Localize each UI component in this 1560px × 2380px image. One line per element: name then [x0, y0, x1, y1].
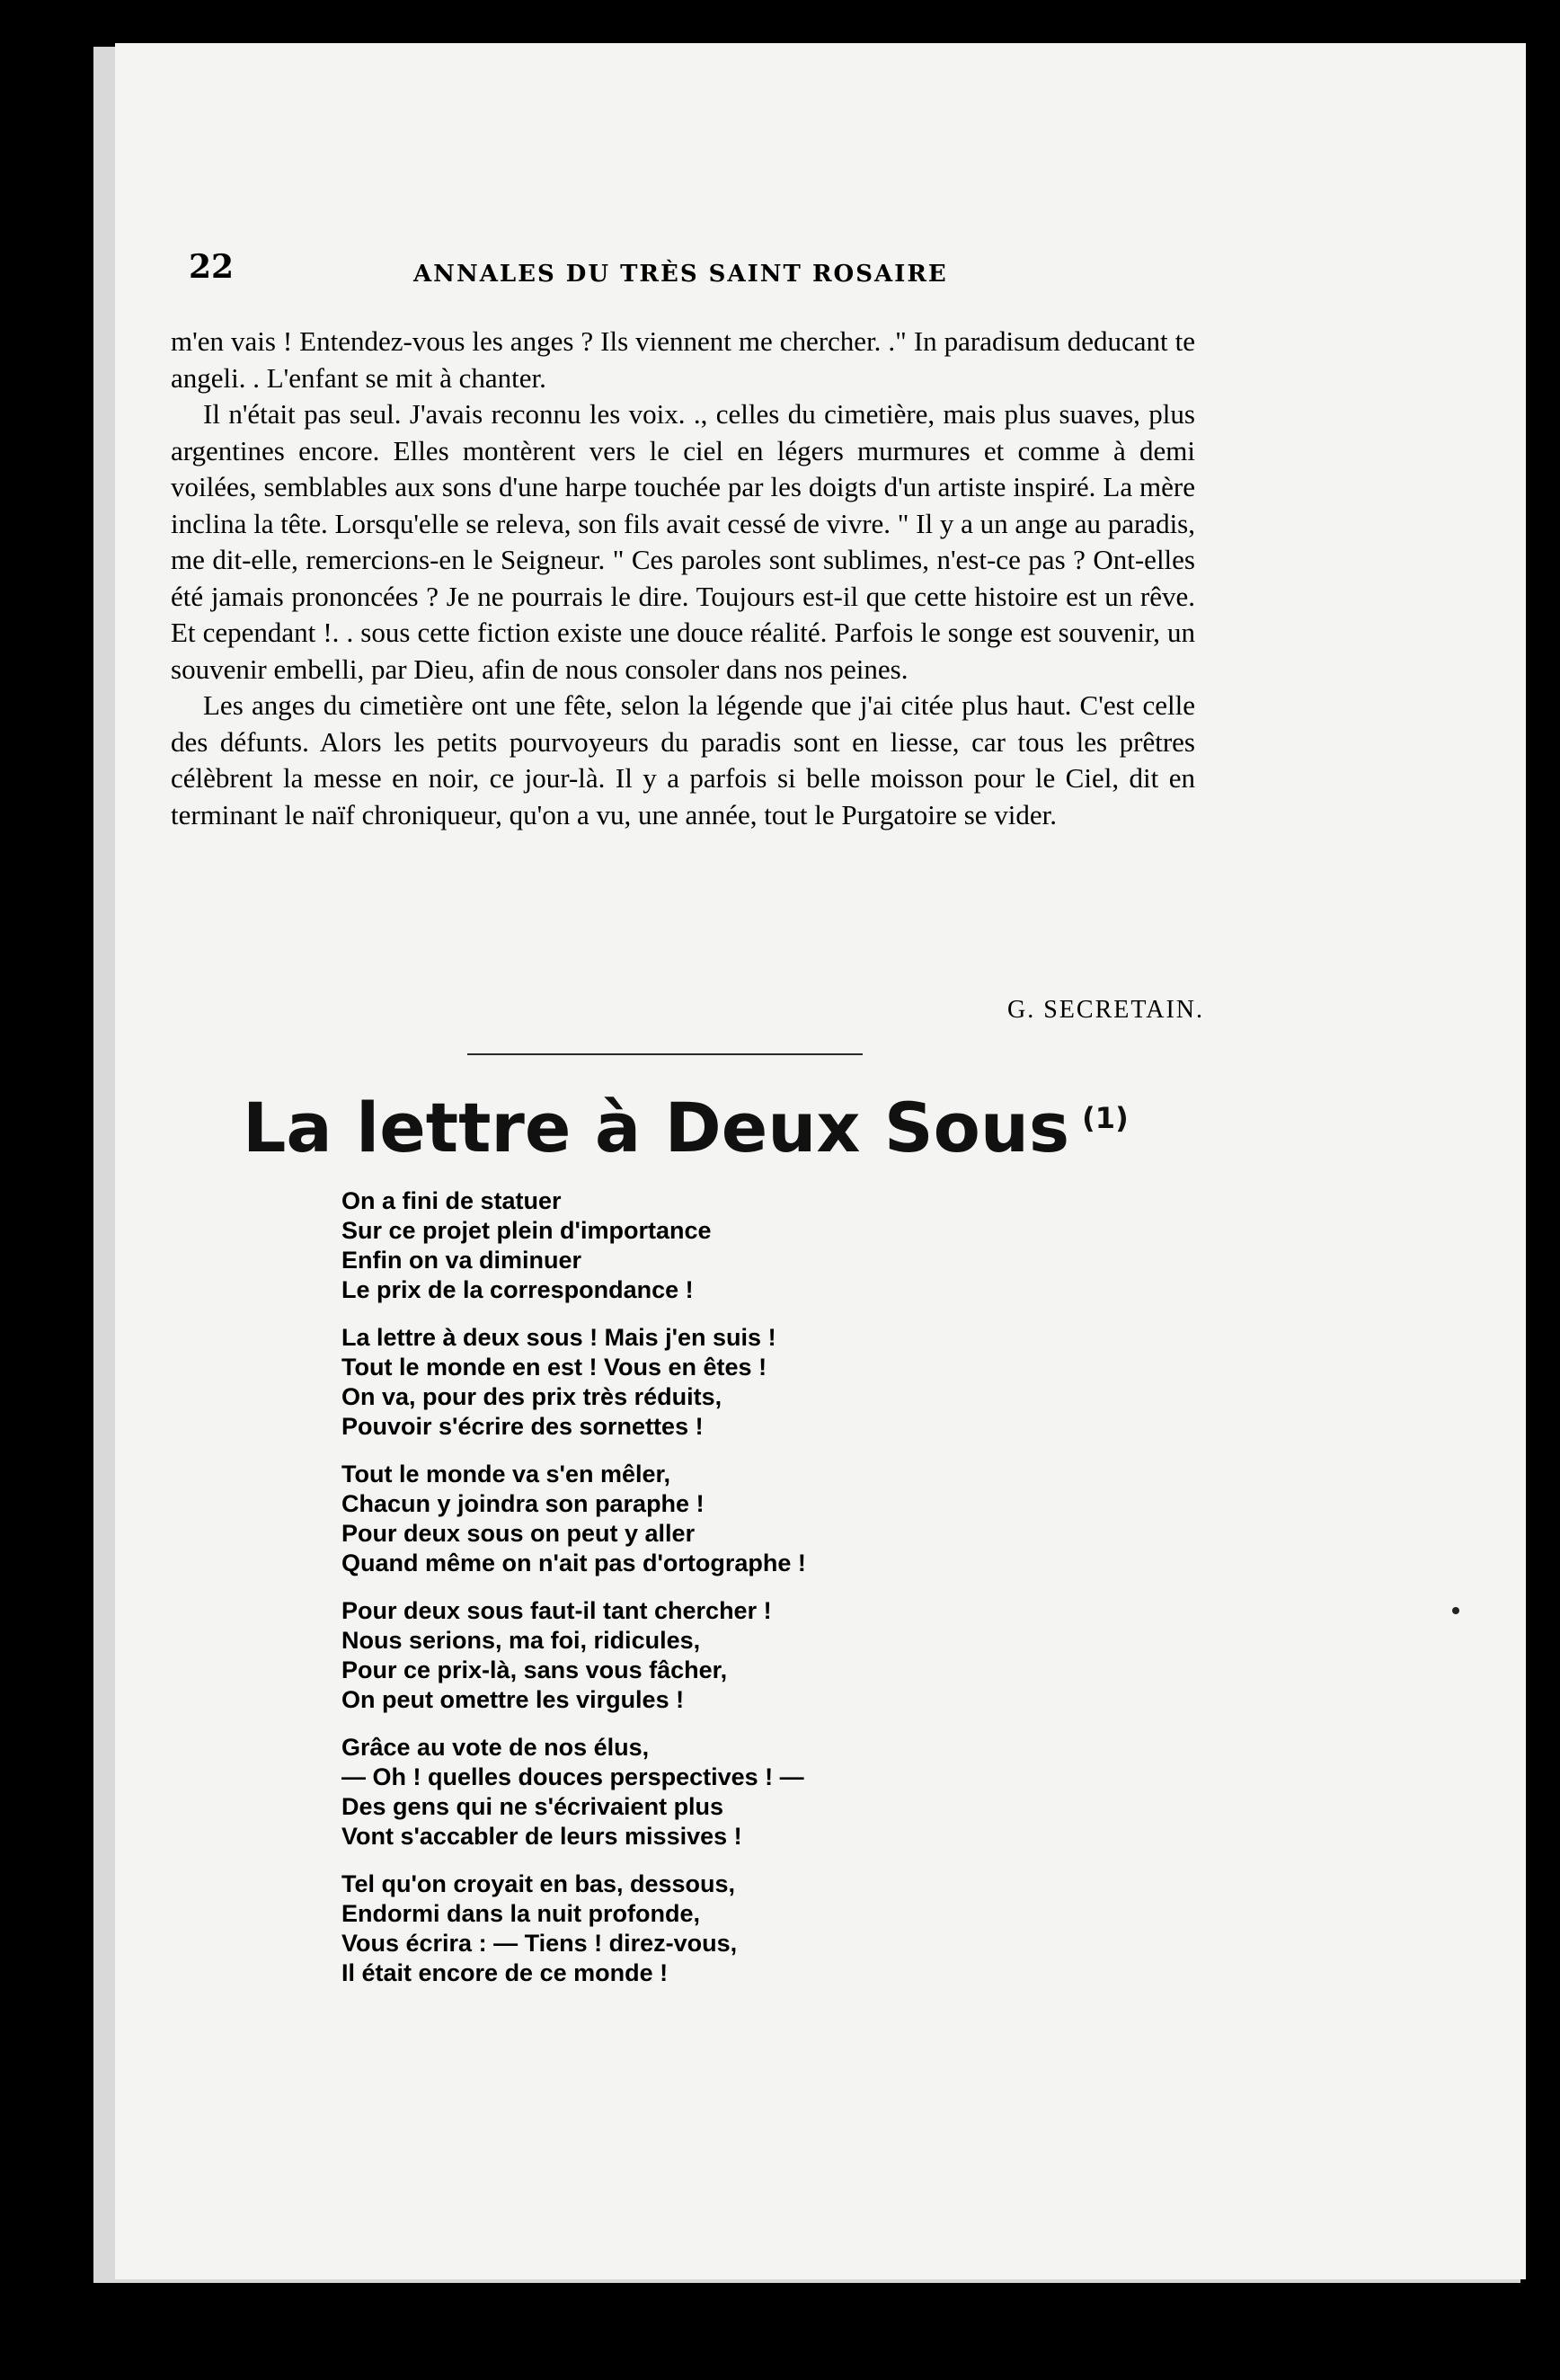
ink-spot — [1452, 1607, 1459, 1614]
poem-line: Sur ce projet plein d'importance — [341, 1217, 712, 1244]
section-divider — [467, 1053, 863, 1055]
page-number: 22 — [189, 248, 235, 286]
poem-title-text: La lettre à Deux Sous — [243, 1088, 1070, 1168]
poem-title — [243, 1088, 1141, 1168]
poem-line: Enfin on va diminuer — [341, 1247, 582, 1274]
poem-line: Pouvoir s'écrire des sornettes ! — [341, 1413, 704, 1440]
poem-line: Il était encore de ce monde ! — [341, 1959, 669, 1986]
poem-line: On va, pour des prix très réduits, — [341, 1383, 722, 1410]
poem-line: Pour deux sous faut-il tant chercher ! — [341, 1597, 772, 1624]
poem-line: Vont s'accabler de leurs missives ! — [341, 1823, 742, 1850]
poem-line: Quand même on n'ait pas d'ortographe ! — [341, 1550, 806, 1576]
footnote-marker: (1) — [1082, 1100, 1129, 1135]
poem-line: Tel qu'on croyait en bas, dessous, — [341, 1870, 736, 1897]
poem-line: Endormi dans la nuit profonde, — [341, 1900, 701, 1927]
paragraph: m'en vais ! Entendez-vous les anges ? Ils viennent me chercher. ." In paradisum deducant te angeli. . L'enfant se mit à chanter. — [171, 325, 1195, 394]
author-signature: G. SECRETAIN. — [1007, 996, 1204, 1024]
poem-line: Tout le monde va s'en mêler, — [341, 1461, 671, 1488]
poem-line: On peut omettre les virgules ! — [341, 1686, 685, 1713]
poem-line: Chacun y joindra son paraphe ! — [341, 1490, 705, 1517]
poem-line: Grâce au vote de nos élus, — [341, 1734, 650, 1761]
poem-line: Pour deux sous on peut y aller — [341, 1520, 696, 1547]
stanza — [341, 1869, 1078, 1988]
page-header — [189, 248, 1114, 302]
stanza — [341, 1186, 1078, 1305]
stanza — [341, 1323, 1078, 1442]
running-title: ANNALES DU TRÈS SAINT ROSAIRE — [413, 261, 948, 288]
stanza — [341, 1596, 1078, 1715]
poem-line: Des gens qui ne s'écrivaient plus — [341, 1793, 724, 1820]
poem-line: — Oh ! quelles douces perspectives ! — — [341, 1763, 804, 1790]
poem-line: Le prix de la correspondance ! — [341, 1276, 694, 1303]
poem-line: On a fini de statuer — [341, 1187, 562, 1214]
poem-line: Pour ce prix-là, sans vous fâcher, — [341, 1656, 728, 1683]
paragraph: Il n'était pas seul. J'avais reconnu les voix. ., celles du cimetière, mais plus suaves, plus argentines encore. Elles montèrent vers le ciel en légers murmures et comme à demi voilées, semblables aux sons d'une harpe touchée par les doigts d'un artiste inspiré. La mère inclina la tête. Lorsqu'elle se releva, son fils avait cessé de vivre. " Il y a un ange au paradis, me dit-elle, remercions-en le Seigneur. " Ces paroles sont sublimes, n'est-ce pas ? Ont-elles été jamais prononcées ? Je ne pourrais le dire. Toujours est-il que cette histoire est un rêve. Et cependant !. . sous cette fiction existe une douce réalité. Parfois le songe est souvenir, un souvenir embelli, par Dieu, afin de nous consoler dans nos peines. — [171, 398, 1195, 685]
poem-line: Nous serions, ma foi, ridicules, — [341, 1627, 701, 1654]
paragraph: Les anges du cimetière ont une fête, selon la légende que j'ai citée plus haut. C'est celle des défunts. Alors les petits pourvoyeurs du paradis sont en liesse, car tous les prêtres célèbrent la messe en noir, ce jour-là. Il y a parfois si belle moisson pour le Ciel, dit en terminant le naïf chroniqueur, qu'on a vu, une année, tout le Purgatoire se vider. — [171, 689, 1195, 830]
poem-line: Tout le monde en est ! Vous en êtes ! — [341, 1354, 767, 1381]
article-body — [171, 324, 1195, 833]
poem-line: La lettre à deux sous ! Mais j'en suis ! — [341, 1324, 776, 1351]
poem-body — [341, 1186, 1078, 2006]
poem-line: Vous écrira : — Tiens ! direz-vous, — [341, 1930, 738, 1957]
stanza — [341, 1733, 1078, 1852]
stanza — [341, 1460, 1078, 1578]
